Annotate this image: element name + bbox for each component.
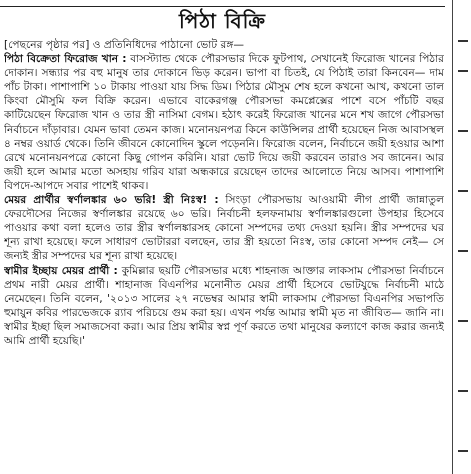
text-fragment [458,40,468,42]
section-text: বাসস্ট্যান্ড থেকে পৌরসভার দিকে ফুটপাথ, সেখানেই ফিরোজ খানের পিঠার দোকান। সন্ধ্যার পর বহু মানুষ তার দোকানে ভিড় করেন। ভাপা বা চিতই, যে পিঠাই তারা কিনবেন— দাম পাঁচ টাকা। পাশাপাশি ১০ টাকায় পাওয়া যায় সিদ্ধ ডিম। পিঠার মৌসুম শেষ হলে কখনো আখ, কখনো তাল কিংবা মৌসুমি ফল বিক্রি করেন। এভাবে বাকেরগঞ্জ পৌরসভা কমপ্লেক্সের পাশে বসে পাঁচটি বছর কাটিয়েছেন ফিরোজ খান ও তার স্ত্রী নাসিমা বেগম। হঠাৎ করেই ফিরোজ খানের মনে শখ জাগে পৌরসভা নির্বাচনে দাঁড়াবার। যেমন ভাবা তেমন কাজ। মনোনয়নপত্র কিনে কাউন্সিলর প্রার্থী হয়েছেন নিজ আবাসস্থল ৪ নম্বর ওয়ার্ড থেকে। তিনি জীবনে কোনোদিন স্কুলে পড়েননি। ফিরোজ বলেন, নির্বাচনে জয়ী হওয়ার আশা রেখে মনোনয়নপত্রে কোনো কিছু গোপন করিনি। যারা ভোট দিয়ে জয়ী করবেন তারাও সব জানেন। আর জয়ী হলে আমার মতো অসহায় গরিব যারা অন্ধকারে রয়েছেন তাদের আলোতে নিয়ে আসব। পাশাপাশি বিপদে-আপদে সবার পাশেই থাকব। [4,53,444,192]
text-fragment [458,390,468,392]
section-subhead: পিঠা বিক্রেতা ফিরোজ খান : [4,53,127,66]
section-subhead: মেয়র প্রার্থীর স্বর্ণালঙ্কার ৬০ ভরি! স্ত্রী নিঃস্ব! : [4,194,219,207]
article-headline: পিঠা বিক্রি [178,9,267,33]
top-divider [0,6,445,7]
article-body [4,38,444,472]
text-fragment [458,70,468,72]
text-fragment [458,190,468,192]
article-intro: [পেছনের পৃষ্ঠার পর] ও প্রতিনিধিদের পাঠানো ভোট রঙ্গ— [4,39,244,51]
text-fragment [458,130,468,132]
text-fragment [458,250,468,252]
section-pitha-seller [4,52,444,193]
text-fragment [458,450,468,452]
text-fragment [458,320,468,322]
section-mayor-gold [4,193,444,263]
column-rule [452,0,453,474]
adjacent-column-edge [456,0,471,474]
section-husband-wish [4,264,444,349]
section-text: কুমিল্লার ছয়টি পৌরসভার মধ্যে শাহনাজ আক্তার লাকসাম পৌরসভা নির্বাচনে প্রথম নারী মেয়র প্রার্থী। শাহানাজ বিএনপির মনোনীত মেয়র প্রার্থী হিসেবে ভোটযুদ্ধে নির্বাচনী মাঠে নেমেছেন। তিনি বলেন, '২০১৩ সালের ২৭ নভেম্বর আমার স্বামী লাকসাম পৌরসভা বিএনপির সভাপতি হুমায়ুন কবির পারভেজকে র‍্যাব পরিচয়ে গুম করা হয়। এখন পর্যন্ত আমার স্বামী মৃত না জীবিত— জানি না। স্বামীর ইচ্ছা ছিল সমাজসেবা করা। আর প্রিয় স্বামীর স্বপ্ন পূর্ণ করতে তথা মানুষের কল্যাণে কাজ করার জন্যই আমি প্রার্থী হয়েছি।' [4,264,444,347]
section-subhead: স্বামীর ইচ্ছায় মেয়র প্রার্থী : [4,264,118,277]
section-text: সিংড়া পৌরসভায় আওয়ামী লীগ প্রার্থী জান্নাতুল ফেরদৌসের নিজের স্বর্ণালঙ্কার রয়েছে ৬০ ভরি। নির্বাচনী হলফনামায় স্বর্ণালঙ্কারগুলো উপহার হিসেবে পাওয়ার কথা বলা হলেও তার স্ত্রীর স্বর্ণালঙ্কারসহ কোনো সম্পদের তথ্য দেওয়া হয়নি। স্ত্রীর সম্পদের ঘর শূন্য রাখা হয়েছে। ফলে সাধারণ ভোটাররা বলছেন, তার স্ত্রী হয়তো নিঃস্ব, তার কোনো সম্পদ নেই— সে জন্যই স্ত্রীর সম্পদের ঘর শূন্য রাখা হয়েছে। [4,194,444,263]
